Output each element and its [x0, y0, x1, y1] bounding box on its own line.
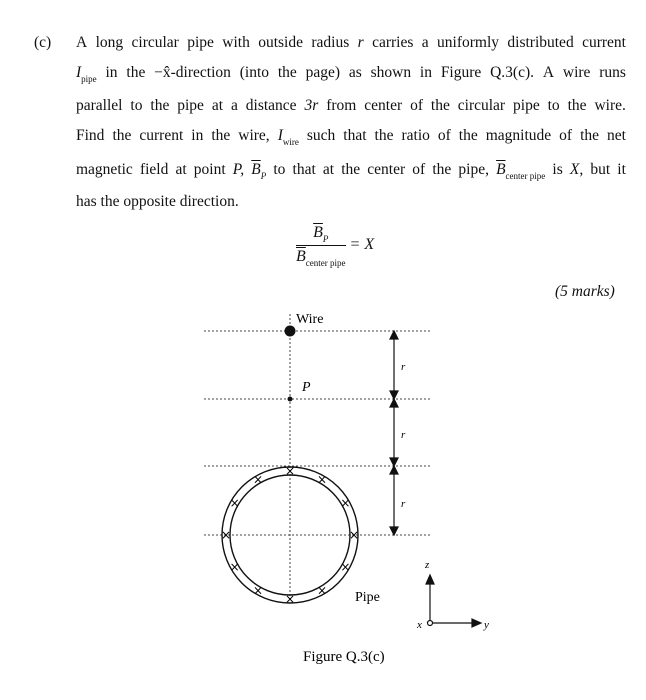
axis-x-label: x: [417, 619, 422, 631]
current-x-mark: ×: [284, 592, 296, 606]
current-x-mark: ×: [284, 464, 296, 478]
question-label: (c): [34, 34, 52, 51]
axis-z-label: z: [425, 559, 430, 571]
wire-dot: [285, 326, 296, 337]
dimension-r-1: r: [401, 361, 406, 373]
question-last-line: has the opposite direction.: [76, 193, 239, 210]
question-line-3: parallel to the pipe at a distance 3r from center of the circular pipe to the wire.: [76, 97, 626, 114]
ratio-equation: $\frac{\overline{B}_P}{\overline{B}_{center pipe}}$ = X: [296, 224, 375, 268]
wire-label: Wire: [296, 312, 324, 327]
axes-indicator: [426, 575, 481, 627]
dimension-r-2: r: [401, 429, 406, 441]
current-x-mark: ×: [340, 560, 351, 574]
question-line-5: magnetic field at point P, $\overline{B}_P$ to that at the center of the pipe, $\overline{B}_{center pipe}$ is X, but it: [76, 161, 626, 181]
question-line-4: Find the current in the wire, $I_{wire}$ such that the ratio of the magnitude of the net: [76, 127, 626, 147]
point-p-dot: [288, 397, 293, 402]
question-line-2: $I_{pipe}$ in the −x̂-direction (into the page) as shown in Figure Q.3(c). A wire runs: [76, 64, 626, 84]
current-x-mark: ×: [316, 583, 328, 598]
current-x-mark: ×: [229, 496, 240, 510]
dimension-r-3: r: [401, 498, 406, 510]
current-x-mark: ×: [348, 528, 360, 542]
dimension-arrows: [390, 331, 398, 535]
pipe-label: Pipe: [355, 590, 380, 605]
current-x-mark: ×: [316, 472, 328, 487]
current-x-mark: ×: [220, 528, 232, 542]
current-x-mark: ×: [252, 472, 264, 487]
figure-caption: Figure Q.3(c): [303, 649, 385, 665]
axis-y-label: y: [484, 619, 489, 631]
point-p-label: P: [302, 380, 311, 395]
question-line-1: A long circular pipe with outside radius r carries a uniformly distributed current: [76, 34, 626, 51]
current-x-mark: ×: [252, 583, 264, 598]
current-x-mark: ×: [340, 496, 351, 510]
current-x-mark: ×: [229, 560, 240, 574]
marks-label: (5 marks): [555, 283, 615, 300]
